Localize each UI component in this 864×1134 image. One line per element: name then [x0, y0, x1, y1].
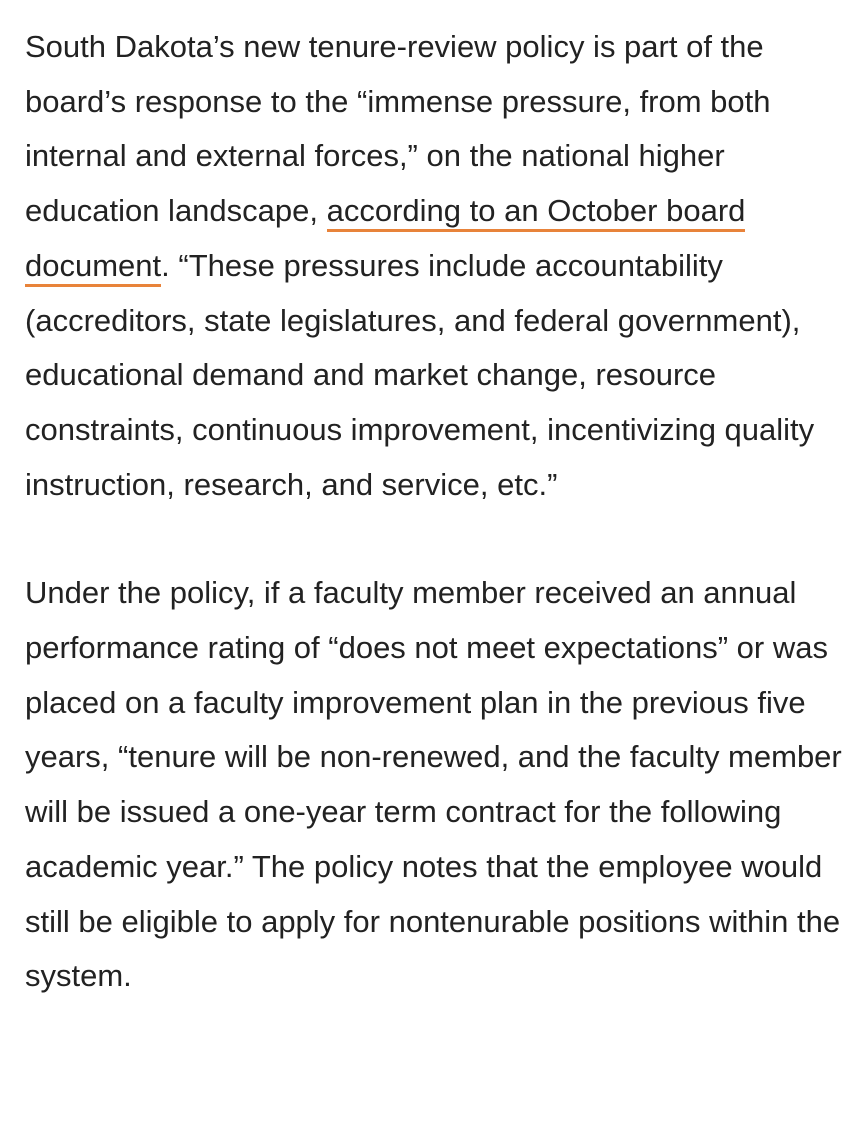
paragraph-board-response [25, 20, 842, 512]
paragraph-text: South Dakota’s new tenure-review policy is part of the board’s response to the “immense pressure, from both internal and external forces,” on the national higher education landscape, [25, 29, 771, 229]
paragraph-policy-details: Under the policy, if a faculty member received an annual performance rating of “does not meet expectations” or was placed on a faculty improvement plan in the previous five years, “tenure will be non-renewed, and the faculty member will be issued a one-year term contract for the following academic year.” The policy notes that the employee would still be eligible to apply for nontenurable positions within the system. [25, 575, 842, 994]
board-document-link[interactable]: according to an October board document [25, 193, 745, 287]
paragraph-text: . “These pressures include accountability (accreditors, state legislatures, and federal government), educational demand and market change, resource constraints, continuous improvement, incentivizing quality instruction, research, and service, etc.” [25, 247, 815, 502]
